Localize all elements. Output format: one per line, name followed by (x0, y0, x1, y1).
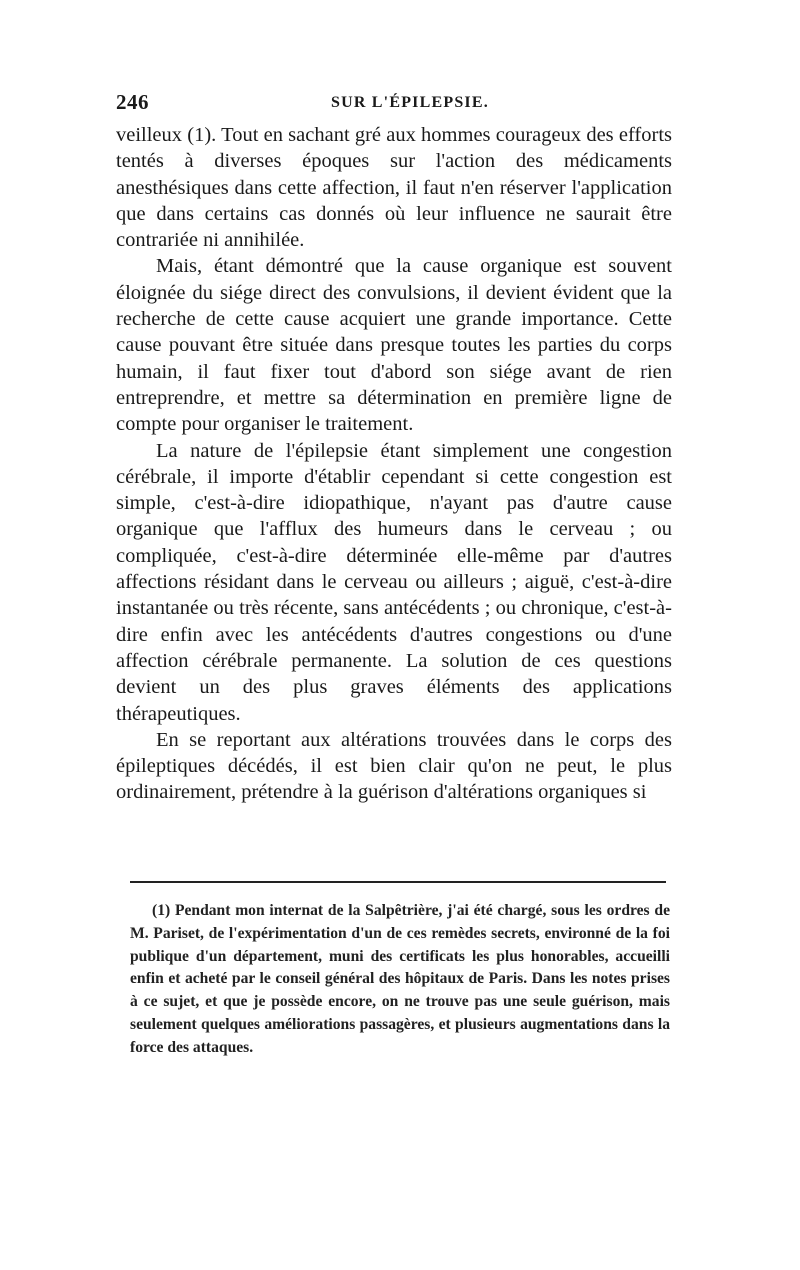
footnote (130, 900, 670, 1060)
page-header (116, 90, 672, 120)
paragraph-2: Mais, étant démontré que la cause organique est souvent éloignée du siége direct des convulsions, il devient évident que la recherche de cette cause acquiert une grande importance. Cette cause pouvant être située dans presque toutes les parties du corps humain, il faut fixer tout d'abord son siége avant de rien entreprendre, et mettre sa détermination en première ligne de compte pour organiser le traitement. (116, 255, 672, 436)
paragraph-4: En se reportant aux altérations trouvées dans le corps des épileptiques décédés, il est bien clair qu'on ne peut, le plus ordinairement, prétendre à la guérison d'altérations organiques si (116, 728, 672, 804)
main-text (116, 122, 672, 806)
paragraph-1: veilleux (1). Tout en sachant gré aux hommes courageux des efforts tentés à diverses époques sur l'action des médicaments anesthésiques dans cette affection, il faut n'en réserver l'application que dans certains cas donnés où leur influence ne saurait être contrariée ni annihilée. (116, 124, 672, 252)
footnote-text: (1) Pendant mon internat de la Salpêtrière, j'ai été chargé, sous les ordres de M. Pariset, de l'expérimentation d'un de ces remèdes secrets, environné de la foi publique d'un département, muni des certificats les plus honorables, accueilli enfin et acheté par le conseil général des hôpitaux de Paris. Dans les notes prises à ce sujet, et que je possède encore, on ne trouve pas une seule guérison, mais seulement quelques améliorations passagères, et plusieurs augmentations dans la force des attaques. (130, 902, 670, 1056)
paragraph-3: La nature de l'épilepsie étant simplement une congestion cérébrale, il importe d'établir cependant si cette congestion est simple, c'est-à-dire idiopathique, n'ayant pas d'autre cause organique que l'afflux des humeurs dans le cerveau ; ou compliquée, c'est-à-dire déterminée elle-même par d'autres affections résidant dans le cerveau ou ailleurs ; aiguë, c'est-à-dire instantanée ou très récente, sans antécédents ; ou chronique, c'est-à-dire enfin avec les antécédents d'autres congestions ou d'une affection cérébrale permanente. La solution de ces questions devient un des plus graves éléments des applications thérapeutiques. (116, 439, 672, 725)
page-number: 246 (116, 90, 149, 114)
running-head: SUR L'ÉPILEPSIE. (331, 94, 489, 111)
footnote-divider (130, 881, 666, 883)
